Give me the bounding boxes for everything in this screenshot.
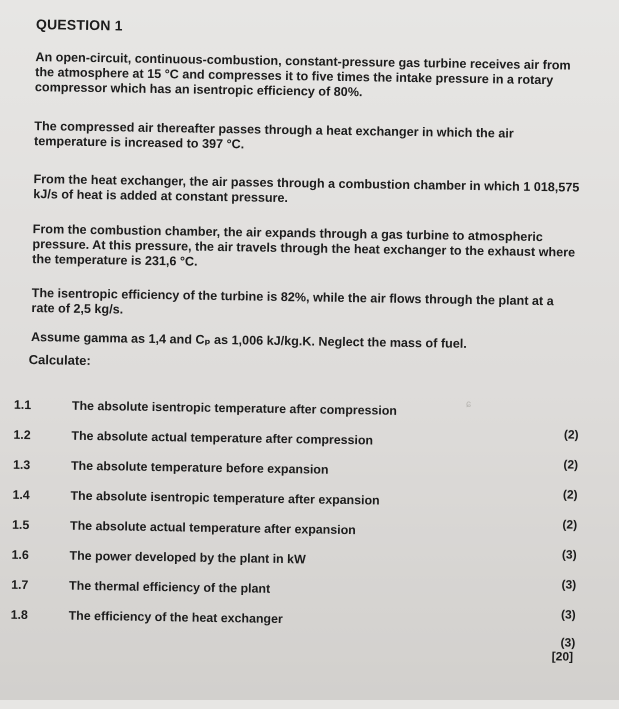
paragraph-intro: An open-circuit, continuous-combustion, constant-pressure gas turbine receives air from the atmosphere at 15 °C and compresses it to five times the intake pressure in a rotary compressor which has an isentropic efficiency of 80%.	[34, 50, 571, 100]
paragraph-combustion: From the heat exchanger, the air passes through a combustion chamber in which 1 018,575 kJ/s of heat is added at constant pressure.	[33, 172, 580, 206]
question-marks: (2)	[563, 427, 579, 442]
question-item	[11, 578, 571, 607]
question-number: 1.1	[13, 397, 32, 413]
question-number: 1.2	[13, 427, 31, 443]
question-marks: (3)	[560, 635, 576, 650]
question-number: 1.5	[11, 517, 30, 533]
question-item	[14, 398, 574, 427]
question-text: The absolute isentropic temperature after expansion	[70, 488, 380, 508]
question-marks: (3)	[561, 547, 577, 562]
pen-mark: ɕ	[465, 398, 472, 410]
question-marks: (3)	[561, 577, 577, 592]
question-item	[12, 488, 572, 517]
question-number: 1.3	[12, 457, 31, 473]
question-item	[13, 428, 573, 457]
question-text: The absolute actual temperature after expansion	[69, 518, 356, 538]
question-text: The thermal efficiency of the plant	[69, 578, 271, 596]
question-number: 1.7	[11, 577, 29, 593]
paragraph-efficiency: The isentropic efficiency of the turbine is 82%, while the air flows through the plant at a rate of 2,5 kg/s.	[31, 286, 554, 317]
question-number: 1.6	[11, 547, 29, 563]
question-marks: (2)	[562, 517, 578, 532]
calculate-label: Calculate:	[28, 352, 91, 368]
question-text: The efficiency of the heat exchanger	[68, 608, 283, 627]
question-item	[11, 548, 571, 577]
question-item	[10, 608, 570, 637]
question-number: 1.4	[12, 487, 30, 503]
question-marks: (3)	[560, 607, 576, 622]
total-marks: [20]	[551, 649, 574, 664]
question-item	[13, 458, 573, 487]
paragraph-heat-exchanger: The compressed air thereafter passes through a heat exchanger in which the air temperature is increased to 397 °C.	[33, 119, 514, 152]
paragraph-expansion: From the combustion chamber, the air expands through a gas turbine to atmospheric pressure. At this pressure, the air travels through the heat exchanger to the exhaust where the temperature is 231,6 °C.	[32, 222, 576, 269]
question-marks: (2)	[562, 487, 578, 502]
question-text: The absolute temperature before expansion	[70, 458, 329, 477]
question-text: The absolute actual temperature after compression	[71, 428, 374, 448]
question-title: QUESTION 1	[35, 16, 123, 34]
paragraph-assumptions: Assume gamma as 1,4 and Cₚ as 1,006 kJ/kg.K. Neglect the mass of fuel.	[30, 330, 467, 351]
question-text: The absolute isentropic temperature after compression	[71, 398, 398, 418]
question-number: 1.8	[10, 607, 28, 623]
question-text: The power developed by the plant in kW	[69, 548, 306, 567]
question-item	[12, 518, 572, 547]
question-marks: (2)	[563, 457, 579, 472]
